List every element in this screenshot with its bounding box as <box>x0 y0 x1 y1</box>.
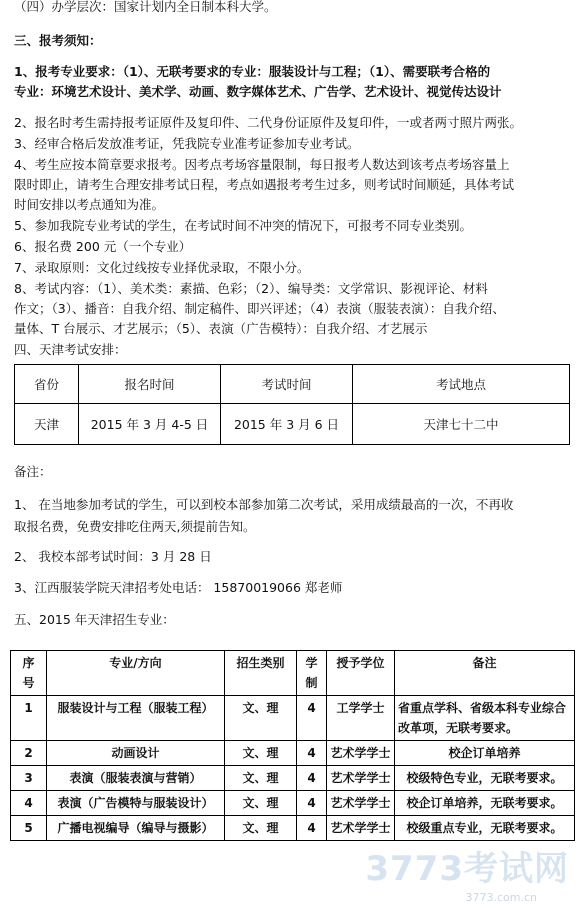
notice-item-1-line-1: 1、报考专业要求：（1）、无联考要求的专业：服装设计与工程；（1）、需要联考合格的 <box>14 64 491 79</box>
table-cell: 文、理 <box>225 766 297 791</box>
table-cell: 2 <box>11 741 47 766</box>
table-header: 考试地点 <box>353 365 570 404</box>
table-cell: 天津 <box>15 404 79 445</box>
table-cell: 4 <box>297 816 327 841</box>
table-cell: 服装设计与工程（服装工程） <box>47 696 225 741</box>
table-cell: 动画设计 <box>47 741 225 766</box>
table-cell: 文、理 <box>225 741 297 766</box>
notice-item-8-line-1: 8、考试内容：（1）、美术类：素描、色彩；（2）、编导类：文学常识、影视评论、材料 <box>14 281 488 296</box>
majors-table <box>10 650 575 841</box>
table-header: 省份 <box>15 365 79 404</box>
notice-item-8-line-3: 量体、T 台展示、才艺展示；（5）、表演（广告模特）：自我介绍、才艺展示 <box>14 321 428 336</box>
notice-item-3: 3、经审合格后发放准考证，凭我院专业准考证参加专业考试。 <box>14 136 360 151</box>
remark-1-line-2: 取报名费，免费安排吃住两天,须提前告知。 <box>14 519 256 534</box>
section-heading-majors: 五、2015 年天津招生专业： <box>14 612 175 627</box>
table-cell: 文、理 <box>225 791 297 816</box>
table-header: 学 制 <box>297 651 327 696</box>
notice-item-7: 7、录取原则：文化过线按专业择优录取，不限小分。 <box>14 260 310 275</box>
table-header: 报名时间 <box>79 365 221 404</box>
table-cell: 文、理 <box>225 696 297 741</box>
table-header: 专业/方向 <box>47 651 225 696</box>
section-heading-tianjin: 四、天津考试安排： <box>14 342 127 357</box>
notice-item-1-line-2: 专业：环境艺术设计、美术学、动画、数字媒体艺术、广告学、艺术设计、视觉传达设计 <box>14 84 502 99</box>
table-cell: 2015 年 3 月 4-5 日 <box>79 404 221 445</box>
table-cell: 3 <box>11 766 47 791</box>
table-cell: 艺术学学士 <box>327 816 395 841</box>
table-cell: 4 <box>297 741 327 766</box>
remark-2: 2、 我校本部考试时间：3 月 28 日 <box>14 549 212 564</box>
table-cell: 4 <box>297 766 327 791</box>
table-cell: 4 <box>297 791 327 816</box>
table-cell: 艺术学学士 <box>327 791 395 816</box>
table-cell: 文、理 <box>225 816 297 841</box>
notice-item-2: 2、报名时考生需持报考证原件及复印件、二代身份证原件及复印件，一或者两寸照片两张。 <box>14 115 522 130</box>
table-cell: 艺术学学士 <box>327 741 395 766</box>
notice-item-8-line-2: 作文；（3）、播音：自我介绍、制定稿件、即兴评述；（4）表演（服装表演）：自我介绍、 <box>14 301 505 316</box>
table-cell: 省重点学科、省级本科专业综合改革项，无联考要求。 <box>395 696 575 741</box>
table-cell: 校级重点专业，无联考要求。 <box>395 816 575 841</box>
table-header: 招生类别 <box>225 651 297 696</box>
notice-item-4-line-1: 4、考生应按本简章要求报考。因考点考场容量限制，每日报考人数达到该考点考场容量上 <box>14 157 510 172</box>
table-cell: 校企订单培养 <box>395 741 575 766</box>
table-cell: 2015 年 3 月 6 日 <box>221 404 353 445</box>
table-cell: 天津七十二中 <box>353 404 570 445</box>
section-heading-notice: 三、报考须知： <box>14 33 102 48</box>
table-cell: 艺术学学士 <box>327 766 395 791</box>
remark-1-line-1: 1、 在当地参加考试的学生，可以到校本部参加第二次考试，采用成绩最高的一次，不再收 <box>14 497 514 512</box>
table-cell: 表演（服装表演与营销） <box>47 766 225 791</box>
table-header: 序 号 <box>11 651 47 696</box>
table-cell: 1 <box>11 696 47 741</box>
table-cell: 校级特色专业，无联考要求。 <box>395 766 575 791</box>
notice-item-4-line-3: 时间安排以考点通知为准。 <box>14 197 165 212</box>
notice-item-6: 6、报名费 200 元（一个专业） <box>14 239 192 254</box>
watermark-url: 3773.com.cn <box>465 891 537 904</box>
table-header: 授予学位 <box>327 651 395 696</box>
table-row <box>11 696 575 741</box>
table-row <box>11 741 575 766</box>
edu-level-line: （四）办学层次：国家计划内全日制本科大学。 <box>14 0 277 14</box>
watermark-logo: 3773考试网 <box>365 849 569 889</box>
table-cell: 表演（广告模特与服装设计） <box>47 791 225 816</box>
table-cell: 广播电视编导（编导与摄影） <box>47 816 225 841</box>
table-header: 考试时间 <box>221 365 353 404</box>
table-cell: 4 <box>11 791 47 816</box>
table-row <box>11 816 575 841</box>
exam-schedule-table <box>14 364 570 445</box>
notice-item-4-line-2: 限时即止，请考生合理安排考试日程，考点如遇报考考生过多，则考试时间顺延，具体考试 <box>14 177 515 192</box>
table-cell: 4 <box>297 696 327 741</box>
table-cell: 校企订单培养，无联考要求。 <box>395 791 575 816</box>
table-cell: 工学学士 <box>327 696 395 741</box>
table-header: 备注 <box>395 651 575 696</box>
table-row <box>11 791 575 816</box>
table-row <box>11 766 575 791</box>
remarks-heading: 备注： <box>14 464 52 479</box>
notice-item-5: 5、参加我院专业考试的学生，在考试时间不冲突的情况下，可报考不同专业类别。 <box>14 218 472 233</box>
remark-3: 3、江西服装学院天津招考处电话： 15870019066 郑老师 <box>14 580 343 595</box>
table-cell: 5 <box>11 816 47 841</box>
